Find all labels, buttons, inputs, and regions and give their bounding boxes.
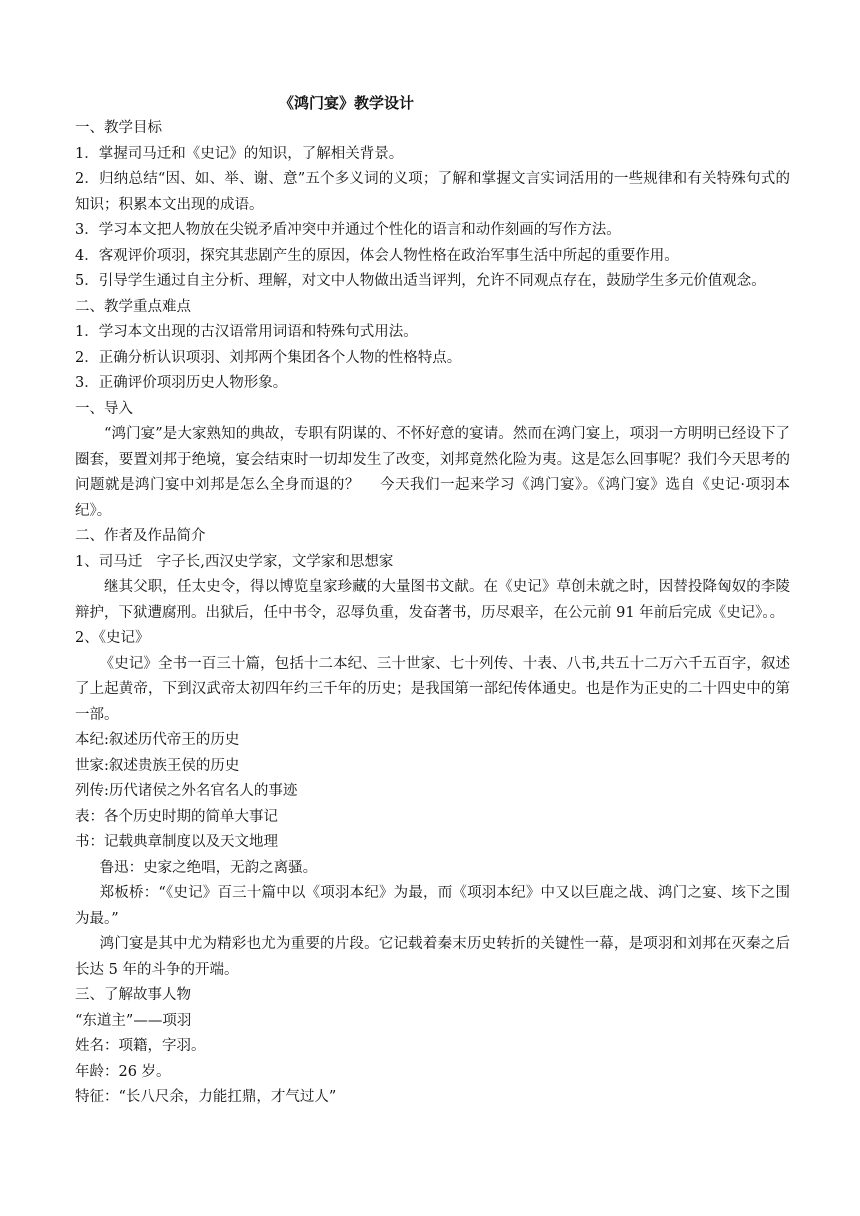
objective-item: 3．学习本文把人物放在尖锐矛盾冲突中并通过个性化的语言和动作刻画的写作方法。 — [75, 222, 621, 238]
key-point-item: 2．正确分析认识项羽、刘邦两个集团各个人物的性格特点。 — [75, 349, 462, 366]
author-subheading: 1、司马迁 字子长,西汉史学家，文学家和思想家 — [75, 553, 394, 570]
section-heading-characters: 三、了解故事人物 — [75, 987, 191, 1003]
hongmen-significance-paragraph: 鸿门宴是其中尤为精彩也尤为重要的片段。它记载着秦末历史转折的关键性一幕，是项羽和刘邦在灭秦之后长达 5 年的斗争的开端。 — [75, 936, 790, 978]
shiji-category: 列传:历代诸侯之外名官名人的事迹 — [75, 783, 298, 799]
quote-luxun: 鲁迅：史家之绝唱，无韵之离骚。 — [99, 859, 318, 876]
shiji-paragraph: 《史记》全书一百三十篇，包括十二本纪、三十世家、七十列传、十表、八书,共五十二万六千五百字，叙述了上起黄帝，下到汉武帝太初四年约三千年的历史；是我国第一部纪传体通史。也是作为正史的二十四史中的第一部。 — [75, 655, 790, 723]
character-traits: 特征：“长八尺余，力能扛鼎，才气过人” — [75, 1089, 337, 1105]
objective-item: 4．客观评价项羽，探究其悲剧产生的原因，体会人物性格在政治军事生活中所起的重要作用。 — [75, 247, 679, 264]
shiji-category: 世家:叙述贵族王侯的历史 — [75, 757, 240, 774]
objective-item: 1．掌握司马迁和《史记》的知识，了解相关背景。 — [75, 145, 404, 162]
character-age: 年龄：26 岁。 — [75, 1063, 171, 1080]
objective-item: 5．引导学生通过自主分析、理解，对文中人物做出适当评判，允许不同观点存在，鼓励学生多元价值观念。 — [75, 273, 766, 289]
document-body — [75, 90, 790, 1111]
shiji-category: 本纪:叙述历代帝王的历史 — [75, 732, 240, 748]
shiji-category: 表：各个历史时期的简单大事记 — [75, 808, 278, 825]
quote-zheng-banqiao: 郑板桥：“《史记》百三十篇中以《项羽本纪》为最，而《项羽本纪》中又以巨鹿之战、鸿门之宴、垓下之围为最。” — [75, 885, 790, 927]
document-title: 《鸿门宴》教学设计 — [279, 94, 415, 112]
intro-paragraph: “鸿门宴”是大家熟知的典故，专职有阴谋的、不怀好意的宴请。然而在鸿门宴上，项羽一方明明已经设下了圈套，要置刘邦于绝境，宴会结束时一切却发生了改变，刘邦竟然化险为夷。这是怎么回事呢？我们今天思考的问题就是鸿门宴中刘邦是怎么全身而退的？ 今天我们一起来学习《鸿门宴》。《鸿门宴》选自《史记·项羽本纪》。 — [75, 426, 790, 519]
character-name: 姓名：项籍，字羽。 — [75, 1038, 206, 1054]
key-point-item: 3．正确评价项羽历史人物形象。 — [75, 375, 288, 391]
key-point-item: 1．学习本文出现的古汉语常用词语和特殊句式用法。 — [75, 324, 418, 340]
section-heading-author: 二、作者及作品简介 — [75, 528, 206, 544]
section-heading-intro: 一、导入 — [75, 400, 133, 417]
objective-item: 2．归纳总结“因、如、举、谢、意”五个多义词的义项；了解和掌握文言实词活用的一些规律和有关特殊句式的知识；积累本文出现的成语。 — [75, 171, 790, 213]
author-paragraph: 继其父职，任太史令，得以博览皇家珍藏的大量图书文献。在《史记》草创未就之时，因替投降匈奴的李陵辩护，下狱遭腐刑。出狱后，任中书令，忍辱负重，发奋著书，历尽艰辛，在公元前 91 年前后完成《史记》。。 — [75, 579, 790, 621]
character-heading-xiangyu: “东道主”——项羽 — [75, 1012, 192, 1029]
section-heading-objectives: 一、教学目标 — [75, 120, 162, 136]
section-heading-key-points: 二、教学重点难点 — [75, 298, 191, 315]
shiji-subheading: 2、《史记》 — [75, 630, 150, 646]
shiji-category: 书：记载典章制度以及天文地理 — [75, 834, 278, 850]
